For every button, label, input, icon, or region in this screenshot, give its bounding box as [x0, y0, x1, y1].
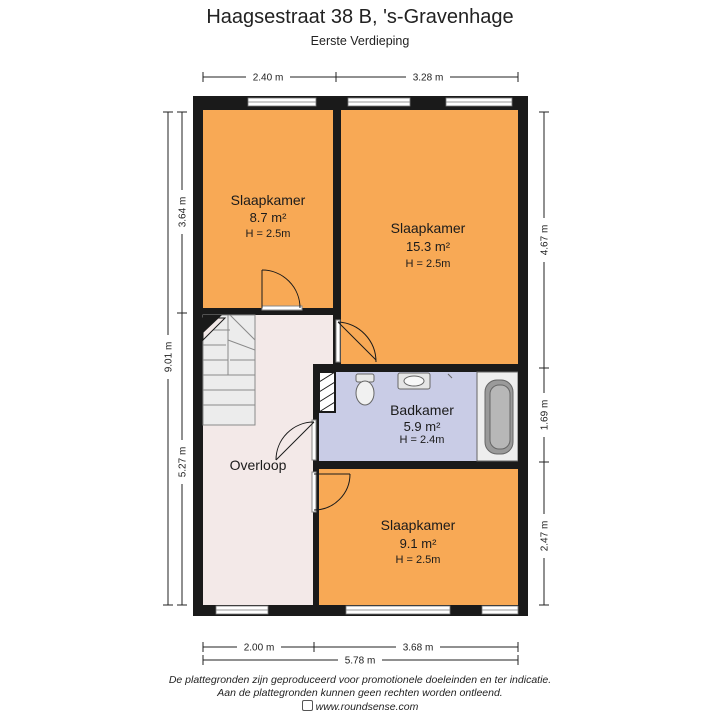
credit-url: www.roundsense.com [315, 701, 419, 713]
dim-bottom-left: 2.00 m [243, 642, 275, 654]
floor-subtitle: Eerste Verdieping [310, 34, 410, 48]
copyright-icon [302, 700, 313, 711]
disclaimer-line-2: Aan de plattegronden kunnen geen rechten worden ontleend. [217, 687, 503, 699]
bedroom-top-left-height: H = 2.5m [245, 228, 291, 240]
dim-bottom-total: 5.78 m [344, 655, 376, 667]
bedroom-top-left-name: Slaapkamer [230, 192, 306, 208]
bathroom-height: H = 2.4m [399, 434, 445, 446]
bedroom-bottom-name: Slaapkamer [380, 517, 456, 533]
toilet-bowl [356, 381, 374, 405]
dim-left-upper: 3.64 m [177, 196, 189, 228]
plan-title: Haagsestraat 38 B, 's-Gravenhage [206, 6, 514, 28]
credit [0, 700, 720, 713]
bathroom-area: 5.9 m² [403, 419, 441, 434]
bathroom-name: Badkamer [390, 402, 454, 418]
bedroom-top-left-floor [203, 110, 333, 308]
shaft [319, 372, 335, 412]
bedroom-bottom-area: 9.1 m² [399, 536, 437, 551]
dim-bottom-right: 3.68 m [402, 642, 434, 654]
bedroom-top-right-name: Slaapkamer [390, 220, 466, 236]
dim-top-right: 3.28 m [412, 72, 444, 84]
bedroom-top-right-area: 15.3 m² [405, 239, 451, 254]
dim-left-lower: 5.27 m [177, 446, 189, 478]
bedroom-top-left-area: 8.7 m² [249, 210, 287, 225]
dim-top-left: 2.40 m [252, 72, 284, 84]
bedroom-top-right-floor [341, 110, 518, 364]
disclaimer-line-1: De plattegronden zijn geproduceerd voor promotionele doeleinden en ter indicatie. [168, 674, 552, 686]
dim-left-total: 9.01 m [163, 341, 175, 373]
dim-right-lower: 2.47 m [539, 520, 551, 552]
dim-right-middle: 1.69 m [539, 399, 551, 431]
dim-right-upper: 4.67 m [539, 224, 551, 256]
staircase [203, 315, 255, 425]
bedroom-bottom-height: H = 2.5m [395, 554, 441, 566]
landing-name: Overloop [229, 457, 287, 473]
bedroom-top-right-height: H = 2.5m [405, 258, 451, 270]
